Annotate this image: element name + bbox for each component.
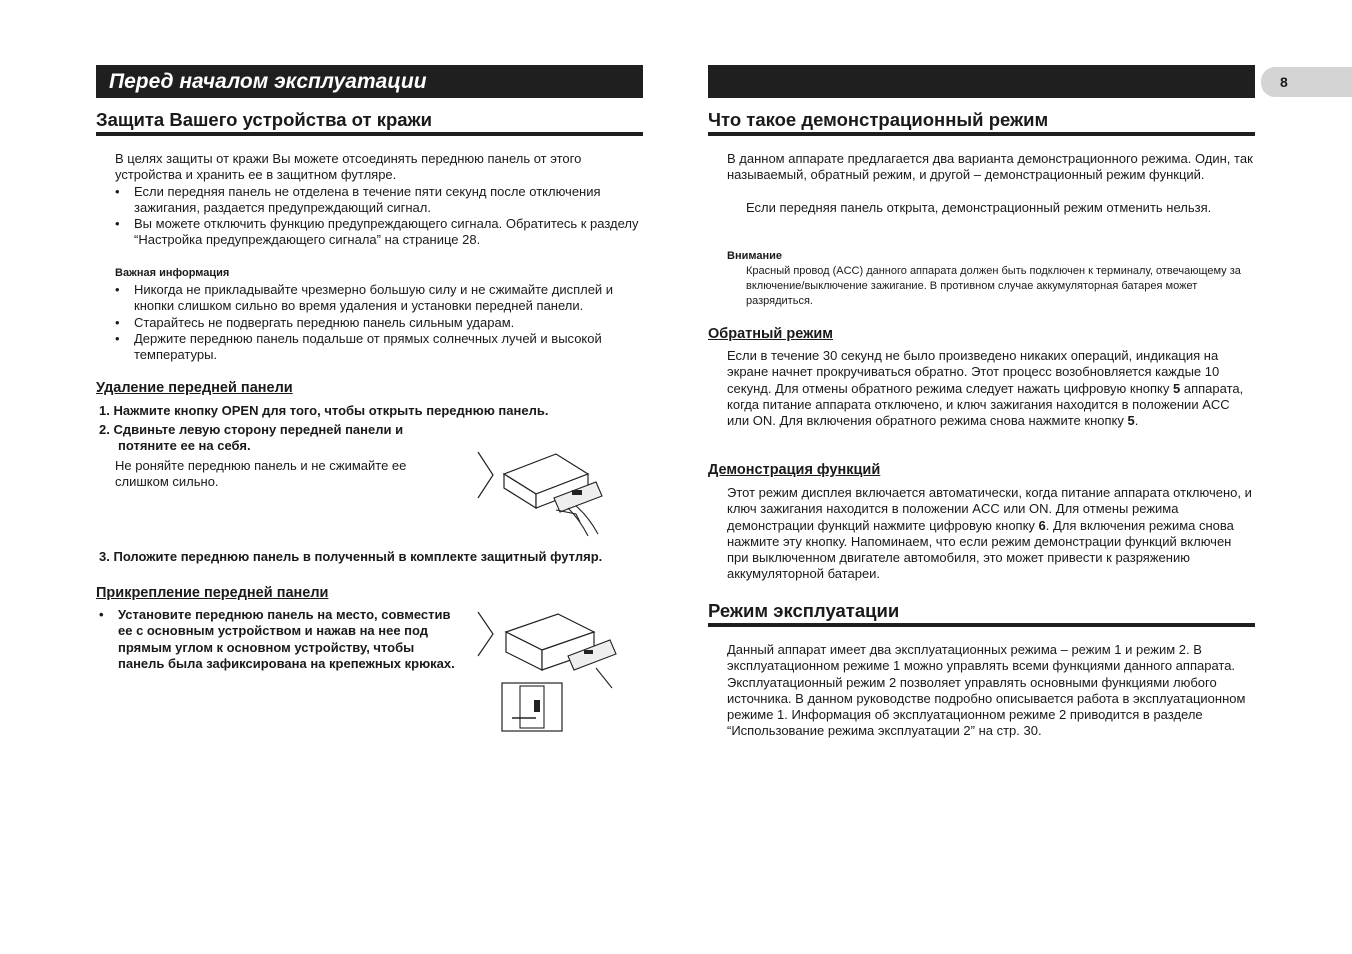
removal-step-1: 1. Нажмите кнопку OPEN для того, чтобы открыть переднюю панель. [99, 403, 549, 418]
list-item: • Если передняя панель не отделена в течение пяти секунд после отключения зажигания, раздается предупреждающий сигнал. [115, 183, 601, 215]
removal-title: Удаление передней панели [96, 380, 293, 396]
theft-intro [115, 151, 640, 249]
section-title-theft: Защита Вашего устройства от кражи [96, 109, 433, 130]
features-text: Этот режим дисплея включается автоматически, когда питание аппарата отключено, и ключ зажигания находится в положении ACC или ON. Для отмены режима демонстрации функций нажмите цифровую кнопку 6. Для включения режима снова нажмите эту кнопку. Напоминаем, что если режим демонстрации функций включен при выключенном двигателе автомобиля, это может привести к разряжению аккумуляторной батареи. [727, 485, 1252, 582]
operation-text: Данный аппарат имеет два эксплуатационных режима – режим 1 и режим 2. В эксплуатационном режиме 1 можно управлять всеми функциями данного аппарата. Эксплуатационный режим 2 позволяет управлять основными функциями любого источника. В данном руководстве подробно описывается работа в эксплуатационном режиме 1. Информация об эксплуатационном режиме 2 приводится в разделе “Использование режима эксплуатации 2” на стр. 30. [727, 642, 1246, 739]
attach-instruction: • Установите переднюю панель на место, совместив ее с основным устройством и нажав на нее под прямым углом к основном устройству, чтобы панель была зафиксирована на крепежных крюках. [99, 607, 455, 671]
page-number-tab [1261, 67, 1352, 97]
section-rule [708, 132, 1255, 136]
reverse-text: Если в течение 30 секунд не было произведено никаких операций, индикация на экране начнет прокручиваться обратно. Этот процесс возобновляется каждые 10 секунд. Для отмены обратного режима следует нажать цифровую кнопку 5 аппарата, когда питание аппарата отключено, и ключ зажигания находится в положении ACC или ON. Для включения обратного режима снова нажмите кнопку 5. [727, 348, 1244, 429]
header-banner-left [96, 65, 643, 98]
removal-step-3: 3. Положите переднюю панель в полученный в комплекте защитный футляр. [99, 549, 603, 564]
panel-removal-illustration [476, 448, 616, 540]
section-rule [708, 623, 1255, 627]
removal-note: Не роняйте переднюю панель и не сжимайте ее слишком сильно. [115, 458, 407, 490]
reverse-title: Обратный режим [708, 326, 833, 342]
removal-step-2: 2. Сдвиньте левую сторону передней панели и потяните ее на себя. [99, 422, 404, 454]
features-title: Демонстрация функций [708, 462, 881, 478]
page-number: 8 [1280, 74, 1288, 90]
intro-paragraph: В целях защиты от кражи Вы можете отсоединять переднюю панель от этого устройства и хранить ее в защитном футляре. [115, 151, 582, 183]
warning-text: Красный провод (ACC) данного аппарата должен быть подключен к терминалу, отвечающему за включение/выключение зажигание. В противном случае аккумуляторная батарея может разрядиться. [746, 265, 1241, 307]
important-list [115, 282, 640, 363]
section-title-demo: Что такое демонстрационный режим [708, 109, 1049, 130]
section-rule [96, 132, 643, 136]
page-title: Перед началом эксплуатации [109, 70, 427, 93]
demo-note: Если передняя панель открыта, демонстрационный режим отменить нельзя. [746, 200, 1212, 215]
demo-intro: В данном аппарате предлагается два варианта демонстрационного режима. Один, так называемый, обратный режим, и другой – демонстрационный режим функций. [727, 151, 1253, 183]
warning-title: Внимание [727, 250, 782, 262]
panel-attach-illustration [476, 610, 621, 734]
important-title: Важная информация [115, 267, 230, 279]
header-banner-right [708, 65, 1255, 98]
section-title-operation: Режим эксплуатации [708, 600, 900, 621]
list-item: • Никогда не прикладывайте чрезмерно большую силу и не сжимайте дисплей и кнопки слишком сильно во время удаления и установки передней панели. [115, 282, 614, 314]
attach-title: Прикрепление передней панели [96, 585, 329, 601]
list-item: • Старайтесь не подвергать переднюю панель сильным ударам. [115, 314, 515, 330]
list-item: • Вы можете отключить функцию предупреждающего сигнала. Обратитесь к разделу “Настройка предупреждающего сигнала” на странице 28. [115, 216, 639, 248]
list-item: • Держите переднюю панель подальше от прямых солнечных лучей и высокой температуры. [115, 330, 602, 363]
